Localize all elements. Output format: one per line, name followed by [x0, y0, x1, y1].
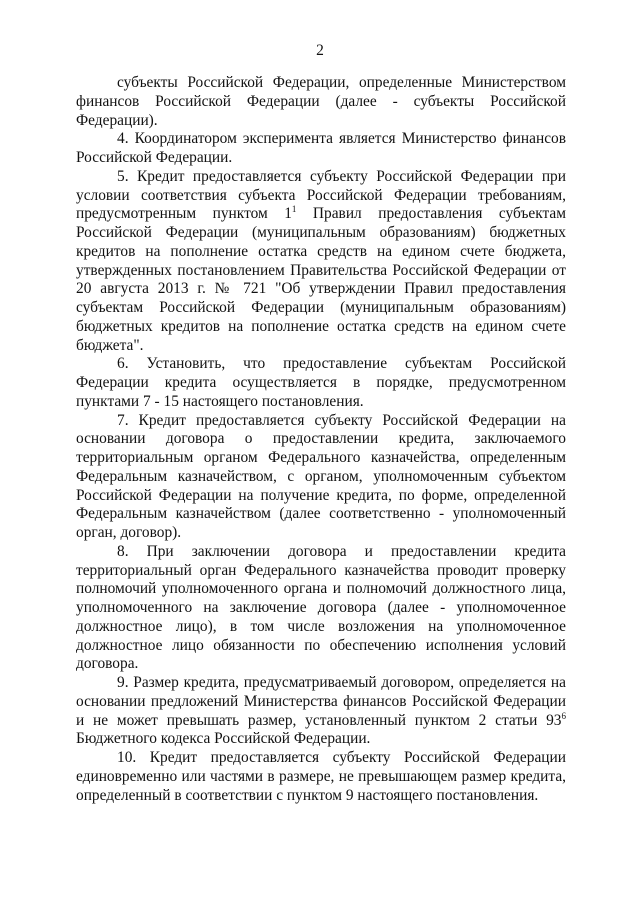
paragraph-10: 10. Кредит предоставляется субъекту Российской Федерации единовременно или частями в размере, не превышающем размер кредита, определенный в соответствии с пунктом 9 настоящего постановления.	[76, 749, 566, 804]
paragraph-8: 8. При заключении договора и предоставлении кредита территориальный орган Федерального казначейства проводит проверку полномочий уполномоченного органа и полномочий должностного лица, уполномоченного на заключение договора (далее - уполномоченное должностное лицо), в том числе возложения на уполномоченное должностное лицо обязанности по обеспечению исполнения условий договора.	[76, 542, 566, 673]
paragraph-9-superscript: 6	[561, 710, 566, 721]
paragraph-continuation: субъекты Российской Федерации, определенные Министерством финансов Российской Федерации (далее - субъекты Российской Федерации).	[76, 74, 566, 129]
document-body	[76, 74, 566, 805]
paragraph-5-text-b: Правил предоставления субъектам Российской Федерации (муниципальным образованиям) бюджетных кредитов на пополнение остатка средств на едином счете бюджета, утвержденных постановлением Правительства Российской Федерации от 20 августа 2013 г. № 721 "Об утверждении Правил предоставления субъектам Российской Федерации (муниципальным образованиям) бюджетных кредитов на пополнение остатка средств на едином счете бюджета".	[76, 205, 566, 354]
paragraph-5-superscript: 1	[291, 204, 297, 215]
paragraph-6: 6. Установить, что предоставление субъектам Российской Федерации кредита осуществляется в порядке, предусмотренном пунктами 7 - 15 настоящего постановления.	[76, 355, 566, 410]
paragraph-4: 4. Координатором эксперимента является Министерство финансов Российской Федерации.	[76, 130, 566, 166]
paragraph-9-text-a: 9. Размер кредита, предусматриваемый договором, определяется на основании предложений Министерства финансов Российской Федерации и не может превышать размер, установленный пунктом 2 статьи 93	[76, 674, 566, 729]
paragraph-5	[76, 168, 566, 356]
paragraph-9	[76, 674, 566, 749]
paragraph-9-text-b: Бюджетного кодекса Российской Федерации.	[76, 730, 371, 748]
paragraph-5-text-a: 5. Кредит предоставляется субъекту Российской Федерации при условии соответствия субъекта Российской Федерации требованиям, предусмотренным пунктом 1	[76, 167, 566, 223]
paragraph-7: 7. Кредит предоставляется субъекту Российской Федерации на основании договора о предоставлении кредита, заключаемого территориальным органом Федерального казначейства, определенным Федеральным казначейством, с органом, уполномоченным субъектом Российской Федерации на получение кредита, по форме, определенной Федеральным казначейством (далее соответственно - уполномоченный орган, договор).	[76, 411, 566, 541]
page-number: 2	[316, 42, 324, 59]
